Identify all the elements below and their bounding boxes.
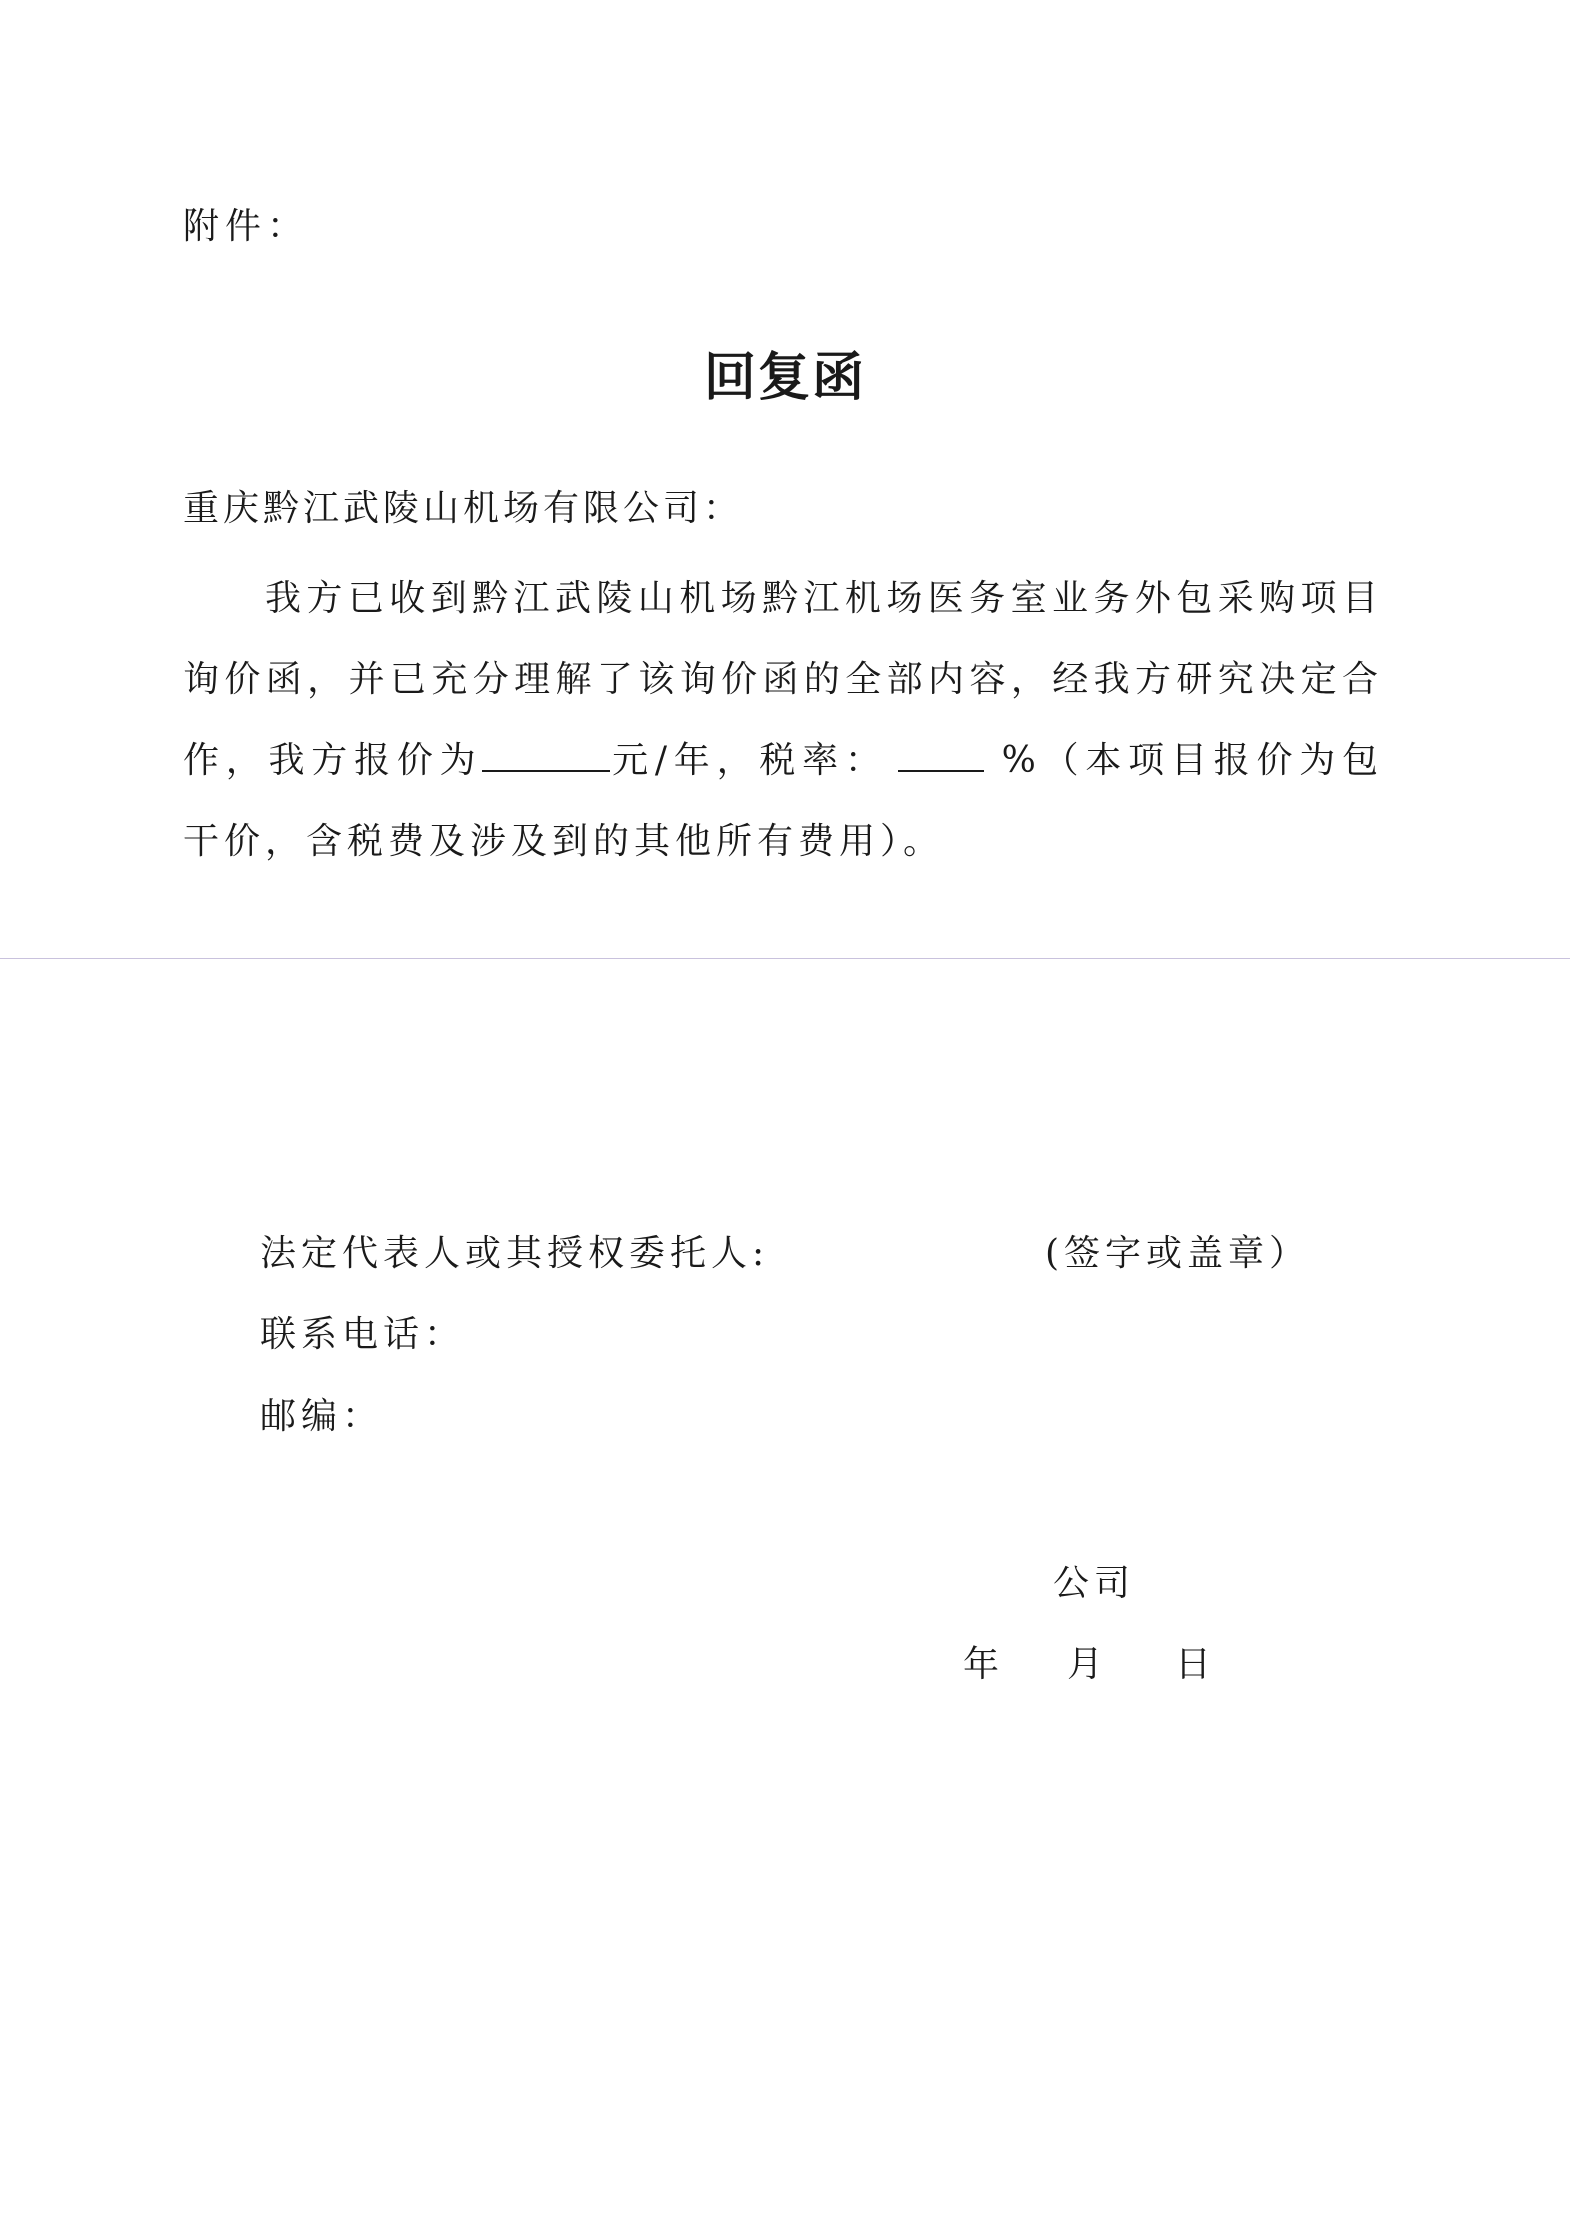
addressee: 重庆黔江武陵山机场有限公司： <box>183 488 744 529</box>
tax-rate-blank-field[interactable] <box>898 736 984 772</box>
date-month-label: 月 <box>1067 1644 1104 1685</box>
document-title: 回复函 <box>703 348 866 408</box>
attachment-label: 附件： <box>183 206 310 247</box>
body-text-part2: 元/年，税率： <box>610 740 888 781</box>
representative-label: 法定代表人或其授权委托人: <box>260 1233 770 1274</box>
scan-divider-line <box>0 958 1570 959</box>
body-paragraph <box>183 558 1383 882</box>
date-row <box>963 1636 1211 1687</box>
postcode-label: 邮编： <box>260 1396 384 1437</box>
phone-label: 联系电话： <box>260 1314 466 1355</box>
body-text-part3: %（本项目报价为包干价，含税费及涉及到的其他所有费用）。 <box>183 740 1383 862</box>
company-label: 公司 <box>1053 1563 1136 1604</box>
price-blank-field[interactable] <box>482 736 610 772</box>
body-text-part1: 我方已收到黔江武陵山机场黔江机场医务室业务外包采购项目询价函，并已充分理解了该询价函的全部内容，经我方研究决定合作，我方报价为 <box>183 578 1383 781</box>
date-day-label: 日 <box>1175 1644 1212 1685</box>
sign-or-seal-note: (签字或盖章） <box>1045 1233 1311 1274</box>
date-year-label: 年 <box>963 1644 1000 1685</box>
